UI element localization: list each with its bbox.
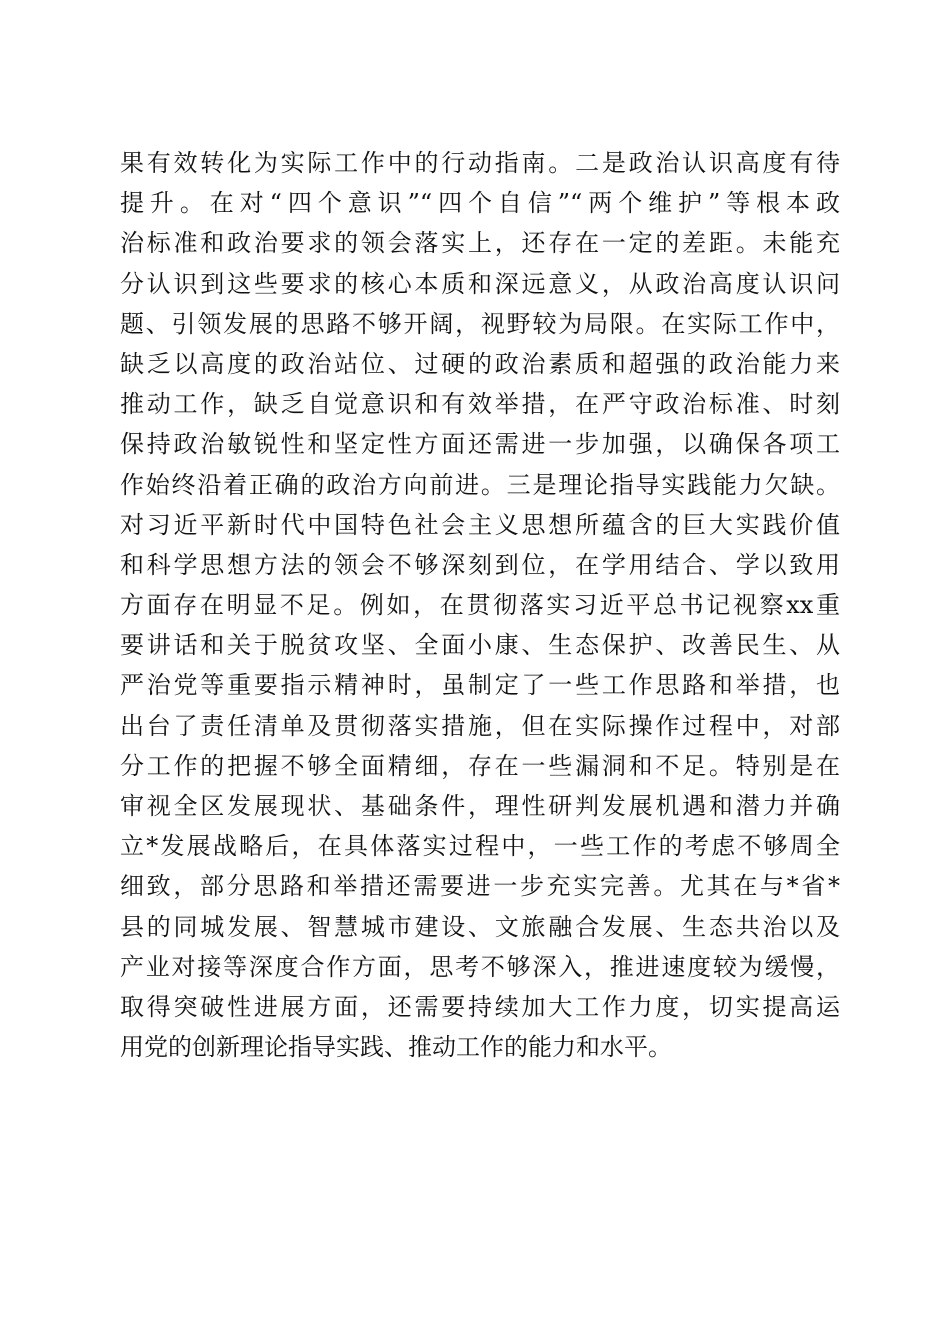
paragraph-line: 用党的创新理论指导实践、推动工作的能力和水平。 <box>120 1033 672 1062</box>
paragraph-line: 题、引领发展的思路不够开阔，视野较为局限。在实际工作中， <box>120 309 840 338</box>
body-paragraph <box>120 143 840 1067</box>
paragraph-line: 分认识到这些要求的核心本质和深远意义，从政治高度认识问 <box>120 269 840 298</box>
paragraph-line: 产业对接等深度合作方面，思考不够深入，推进速度较为缓慢， <box>120 952 840 981</box>
paragraph-line: 作始终沿着正确的政治方向前进。三是理论指导实践能力欠缺。 <box>120 470 840 499</box>
paragraph-line: 保持政治敏锐性和坚定性方面还需进一步加强，以确保各项工 <box>120 430 840 459</box>
paragraph-line: 对习近平新时代中国特色社会主义思想所蕴含的巨大实践价值 <box>120 510 840 539</box>
paragraph-line: 立*发展战略后，在具体落实过程中，一些工作的考虑不够周全 <box>120 832 840 861</box>
paragraph-line: 和科学思想方法的领会不够深刻到位，在学用结合、学以致用 <box>120 550 840 579</box>
paragraph-line: 审视全区发展现状、基础条件，理性研判发展机遇和潜力并确 <box>120 792 840 820</box>
paragraph-line: 治标准和政治要求的领会落实上，还存在一定的差距。未能充 <box>120 229 840 258</box>
paragraph-line: 方面存在明显不足。例如，在贯彻落实习近平总书记视察xx重 <box>120 591 840 620</box>
paragraph-line: 推动工作，缺乏自觉意识和有效举措，在严守政治标准、时刻 <box>120 390 840 419</box>
paragraph-line: 取得突破性进展方面，还需要持续加大工作力度，切实提高运 <box>120 992 840 1021</box>
paragraph-line: 出台了责任清单及贯彻落实措施，但在实际操作过程中，对部 <box>120 711 840 740</box>
paragraph-line: 严治党等重要指示精神时，虽制定了一些工作思路和举措，也 <box>120 671 840 700</box>
paragraph-line: 缺乏以高度的政治站位、过硬的政治素质和超强的政治能力来 <box>120 349 840 378</box>
paragraph-line: 果有效转化为实际工作中的行动指南。二是政治认识高度有待 <box>120 149 840 177</box>
paragraph-line: 提升。在对“四个意识”“四个自信”“两个维护”等根本政 <box>120 189 840 218</box>
paragraph-line: 县的同城发展、智慧城市建设、文旅融合发展、生态共治以及 <box>120 912 840 941</box>
paragraph-line: 细致，部分思路和举措还需要进一步充实完善。尤其在与*省* <box>120 872 840 901</box>
paragraph-line: 分工作的把握不够全面精细，存在一些漏洞和不足。特别是在 <box>120 751 840 780</box>
paragraph-line: 要讲话和关于脱贫攻坚、全面小康、生态保护、改善民生、从 <box>120 631 840 660</box>
